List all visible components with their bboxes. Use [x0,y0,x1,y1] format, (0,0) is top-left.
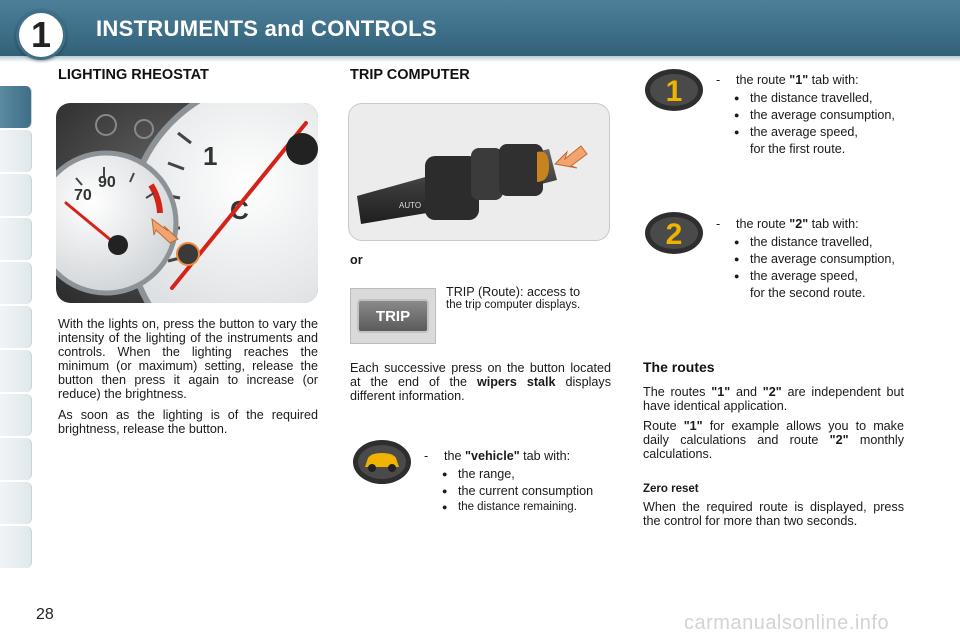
list-item: ● the average consumption, [716,252,911,266]
stalk-auto-label: AUTO [399,201,422,210]
route-2-tail: for the second route. [750,286,866,300]
routes-paragraph-1: The routes "1" and "2" are independent but have identical application. [643,385,905,413]
routes-paragraph-2: Route "1" for example allows you to make daily calculations and route "2" monthly calculations. [643,419,904,461]
svg-text:2: 2 [665,218,683,251]
vehicle-tab-list: - the "vehicle" tab with: ● the range, ● the current consumption ● the distance remaining. [424,449,614,517]
side-tab-1[interactable] [0,86,32,128]
side-tab-5[interactable] [0,262,32,304]
side-tab-8[interactable] [0,394,32,436]
routes-heading: The routes [643,359,715,375]
trip-description: TRIP (Route): access to [446,285,581,299]
svg-text:C: C [230,195,249,225]
trip-description-2: the trip computer displays. [446,299,581,311]
instrument-cluster-figure [56,103,318,303]
side-tab-6[interactable] [0,306,32,348]
route-1-tail: for the first route. [750,142,846,156]
lighting-paragraph-1: With the lights on, press the button to vary the intensity of the lighting of the instruments and controls. When the lighting reaches the minimum (or maximum) setting, release the button then press it again to increase (or reduce) the brightness. [58,317,318,401]
list-item: ● the current consumption [424,484,614,498]
svg-text:1: 1 [665,75,683,108]
speed-label-90: 90 [98,174,116,191]
side-tab-2[interactable] [0,130,32,172]
route-1-icon [643,66,705,114]
zero-reset-text: When the required route is displayed, press the control for more than two seconds. [643,500,904,528]
side-tab-9[interactable] [0,438,32,480]
list-item: ● the distance remaining. [424,501,614,514]
chapter-side-tabs [0,78,34,578]
side-tab-4[interactable] [0,218,32,260]
speed-label-70: 70 [74,187,92,204]
list-item: ● the distance travelled, [716,91,911,105]
or-label: or [350,253,363,267]
lighting-heading: LIGHTING RHEOSTAT [58,67,209,83]
lighting-paragraph-2: As soon as the lighting is of the required brightness, release the button. [58,408,318,436]
header-shadow [0,56,960,62]
wiper-stalk-figure [348,103,610,241]
successive-press-paragraph: Each successive press on the button located at the end of the wipers stalk displays different information. [350,361,612,403]
watermark: carmanualsonline.info [684,612,890,634]
rev-label-1: 1 [203,141,218,171]
route-2-tab-list: - the route "2" tab with: ● the distance travelled, ● the average consumption, ● the average speed, for the second route. [716,217,911,300]
side-tab-3[interactable] [0,174,32,216]
list-item: ● the distance travelled, [716,235,911,249]
route-1-tab-list: - the route "1" tab with: ● the distance travelled, ● the average consumption, ● the average speed, for the first route. [716,73,911,156]
trip-button: TRIP [357,299,429,333]
side-tab-7[interactable] [0,350,32,392]
trip-heading: TRIP COMPUTER [350,67,470,83]
zero-reset-heading: Zero reset [643,483,699,495]
trip-button-figure [350,288,436,344]
page-number: 28 [36,606,54,623]
chapter-number-badge: 1 [16,10,66,60]
list-item: ● the average speed, [716,125,911,139]
side-tab-11[interactable] [0,526,32,568]
side-tab-10[interactable] [0,482,32,524]
stalk-pointer-arrow [555,146,587,168]
route-2-icon [643,209,705,257]
rheostat-button [177,243,199,265]
list-item: ● the range, [424,467,614,481]
vehicle-tab-icon [351,437,413,487]
list-item: ● the average speed, [716,269,911,283]
list-item: ● the average consumption, [716,108,911,122]
chapter-title: INSTRUMENTS and CONTROLS [96,16,437,41]
